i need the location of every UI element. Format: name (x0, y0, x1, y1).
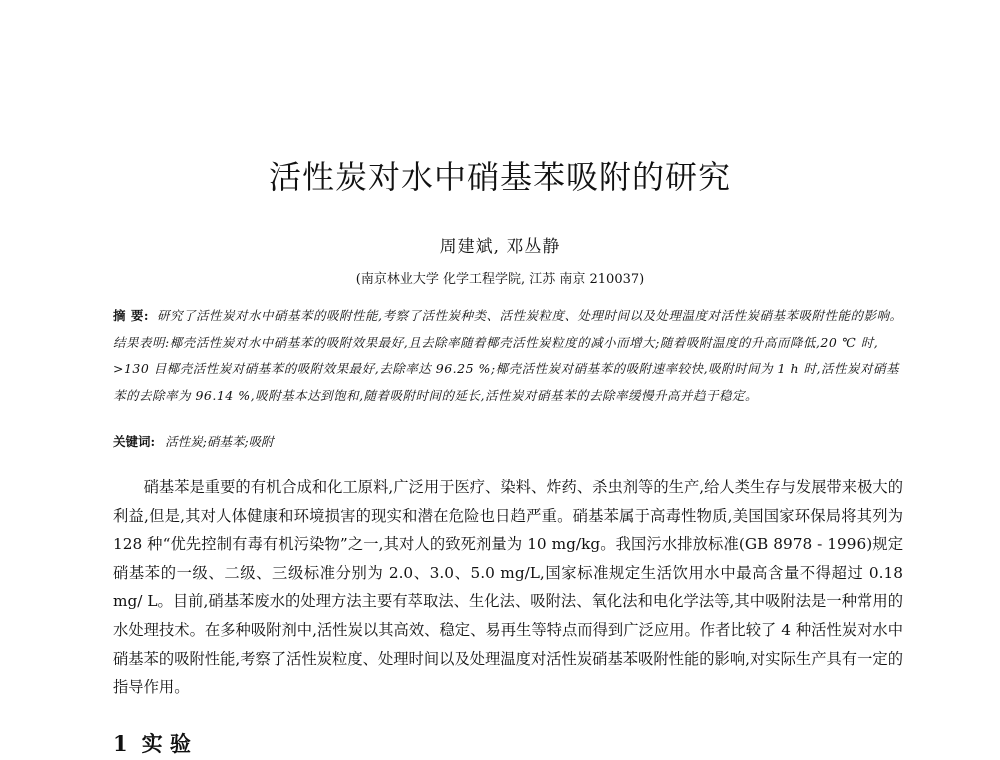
abstract (113, 303, 903, 409)
keywords-label: 关键词: (113, 434, 156, 449)
intro-paragraph: 硝基苯是重要的有机合成和化工原料,广泛用于医疗、染料、炸药、杀虫剂等的生产,给人类生存与发展带来极大的利益,但是,其对人体健康和环境损害的现实和潜在危险也日趋严重。硝基苯属于高毒性物质,美国国家环保局将其列为 128 种“优先控制有毒有机污染物”之一,其对人的致死剂量为 10 mg/kg。我国污水排放标准(GB 8978 - 1996)规定硝基苯的一级、二级、三级标准分别为 2.0、3.0、5.0 mg/L,国家标准规定生活饮用水中最高含量不得超过 0.18 mg/ L。目前,硝基苯废水的处理方法主要有萃取法、生化法、吸附法、氧化法和电化学法等,其中吸附法是一种常用的水处理技术。在多种吸附剂中,活性炭以其高效、稳定、易再生等特点而得到广泛应用。作者比较了 4 种活性炭对水中硝基苯的吸附性能,考察了活性炭粒度、处理时间以及处理温度对活性炭硝基苯吸附性能的影响,对实际生产具有一定的指导作用。 (113, 478, 903, 697)
section-title: 实 验 (141, 731, 191, 756)
section-heading (113, 728, 205, 758)
keywords (113, 432, 903, 450)
abstract-text: 研究了活性炭对水中硝基苯的吸附性能,考察了活性炭种类、活性炭粒度、处理时间以及处理温度对活性炭硝基苯吸附性能的影响。结果表明:椰壳活性炭对水中硝基苯的吸附效果最好,且去除率随着椰壳活性炭粒度的减小而增大;随着吸附温度的升高而降低,20 ℃ 时, >130 目椰壳活性炭对硝基苯的吸附效果最好,去除率达 96.25 %;椰壳活性炭对硝基苯的吸附速率较快,吸附时间为 1 h 时,活性炭对硝基苯的去除率为 96.14 %,吸附基本达到饱和,随着吸附时间的延长,活性炭对硝基苯的去除率缓慢升高并趋于稳定。 (113, 308, 903, 403)
paper-title: 活性炭对水中硝基苯吸附的研究 (268, 158, 731, 196)
keywords-text: 活性炭;硝基苯;吸附 (165, 434, 274, 449)
section-number: 1 (113, 731, 128, 756)
abstract-label: 摘 要: (113, 308, 149, 323)
authors: 周建斌, 邓丛静 (439, 237, 561, 257)
affiliation: (南京林业大学 化学工程学院, 江苏 南京 210037) (355, 272, 645, 287)
